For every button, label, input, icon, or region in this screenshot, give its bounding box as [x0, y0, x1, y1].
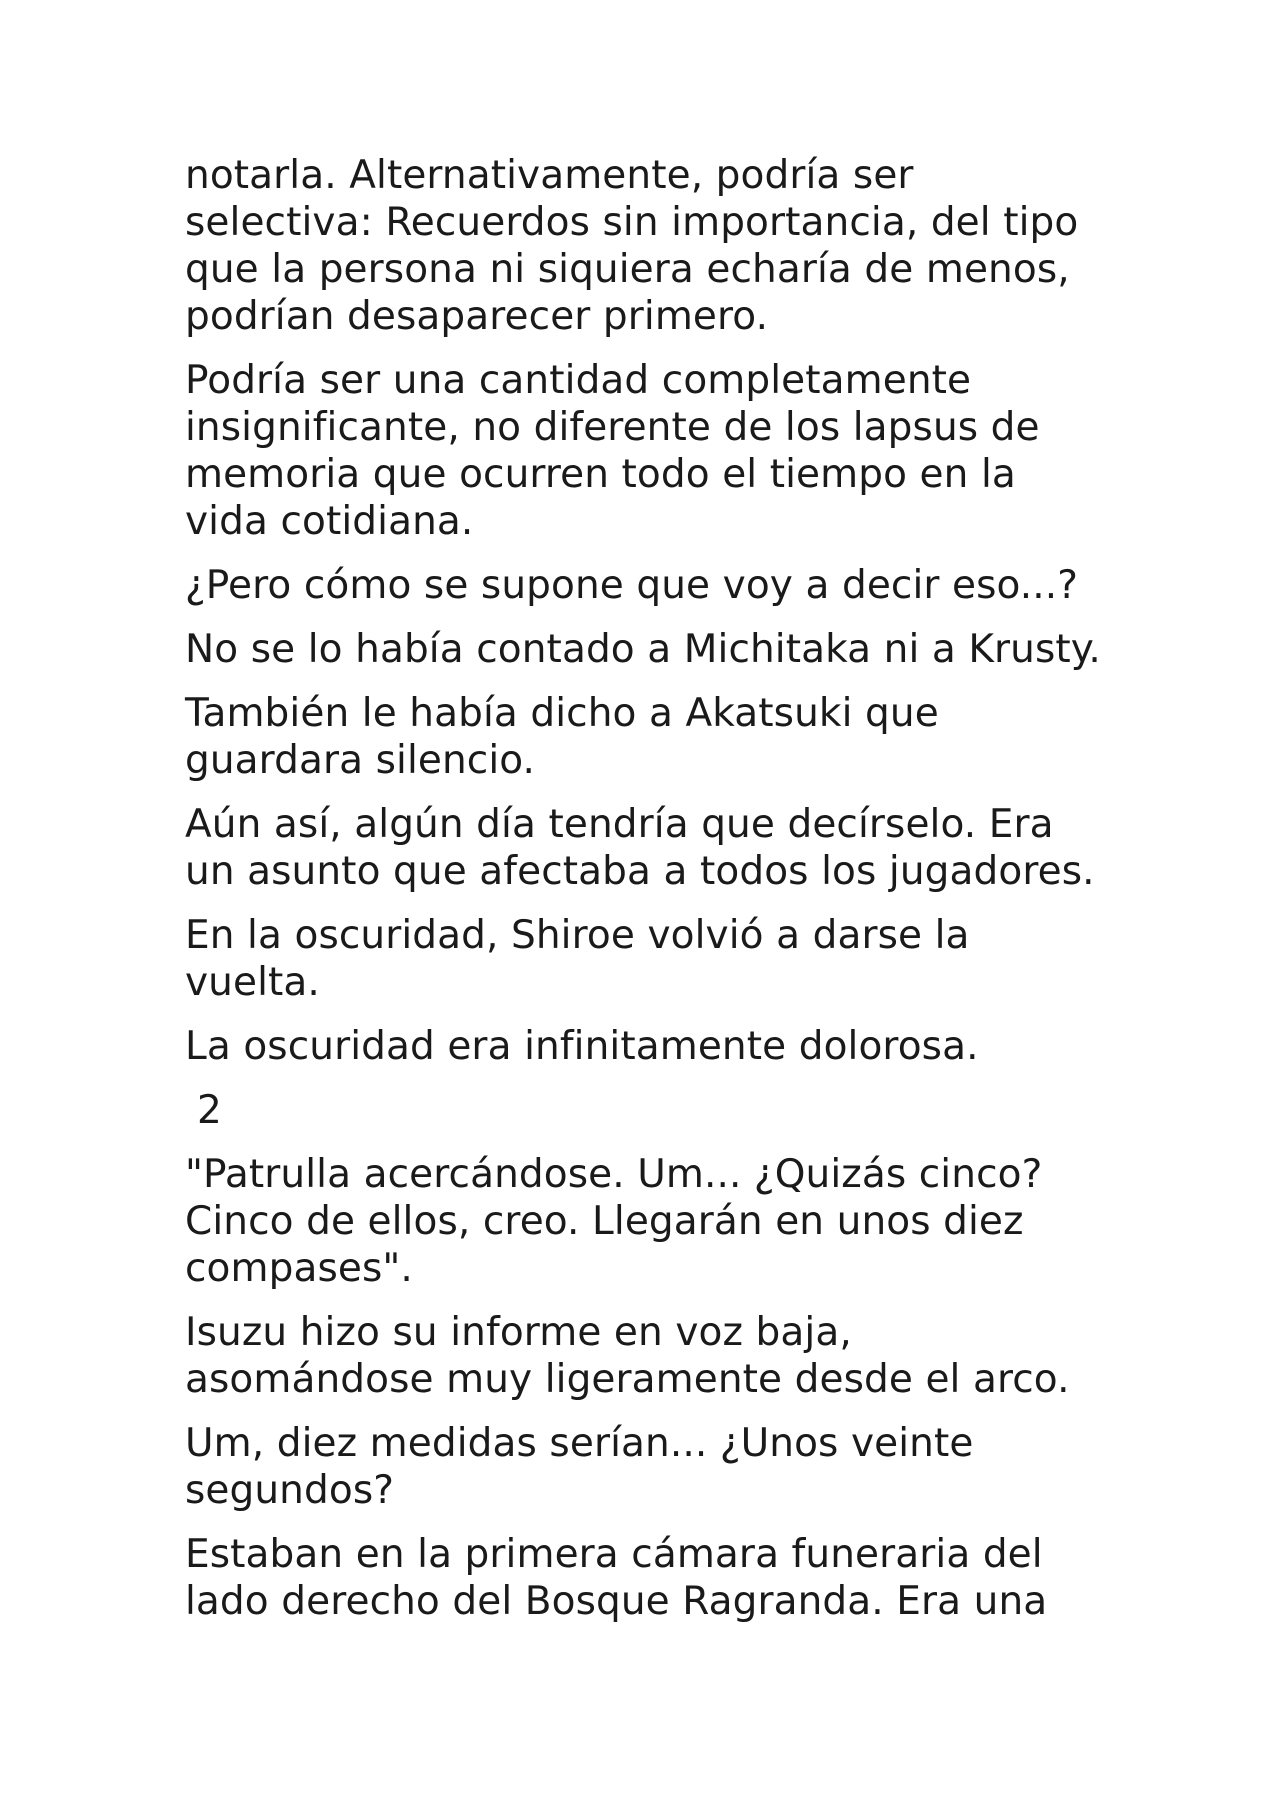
- paragraph: ¿Pero cómo se supone que voy a decir eso...?: [185, 563, 1079, 608]
- paragraph: En la oscuridad, Shiroe volvió a darse la vuelta.: [185, 913, 970, 1005]
- paragraph: Isuzu hizo su informe en voz baja, asomándose muy ligeramente desde el arco.: [185, 1310, 1070, 1402]
- paragraph: También le había dicho a Akatsuki que guardara silencio.: [185, 691, 939, 783]
- paragraph: Aún así, algún día tendría que decírselo. Era un asunto que afectaba a todos los jugadores.: [185, 802, 1095, 894]
- section-number: 2: [197, 1088, 222, 1133]
- paragraph: Um, diez medidas serían... ¿Unos veinte segundos?: [185, 1421, 974, 1513]
- paragraph: Podría ser una cantidad completamente insignificante, no diferente de los lapsus de memoria que ocurren todo el tiempo en la vida cotidiana.: [185, 358, 1040, 544]
- paragraph: No se lo había contado a Michitaka ni a Krusty.: [185, 627, 1101, 672]
- paragraph: Estaban en la primera cámara funeraria del lado derecho del Bosque Ragranda. Era una: [185, 1532, 1048, 1624]
- paragraph: "Patrulla acercándose. Um... ¿Quizás cinco? Cinco de ellos, creo. Llegarán en unos diez compases".: [185, 1152, 1043, 1291]
- paragraph: notarla. Alternativamente, podría ser selectiva: Recuerdos sin importancia, del tipo que la persona ni siquiera echaría de menos, podrían desaparecer primero.: [185, 153, 1079, 339]
- body-text: [185, 152, 1125, 1642]
- paragraph: La oscuridad era infinitamente dolorosa.: [185, 1024, 979, 1069]
